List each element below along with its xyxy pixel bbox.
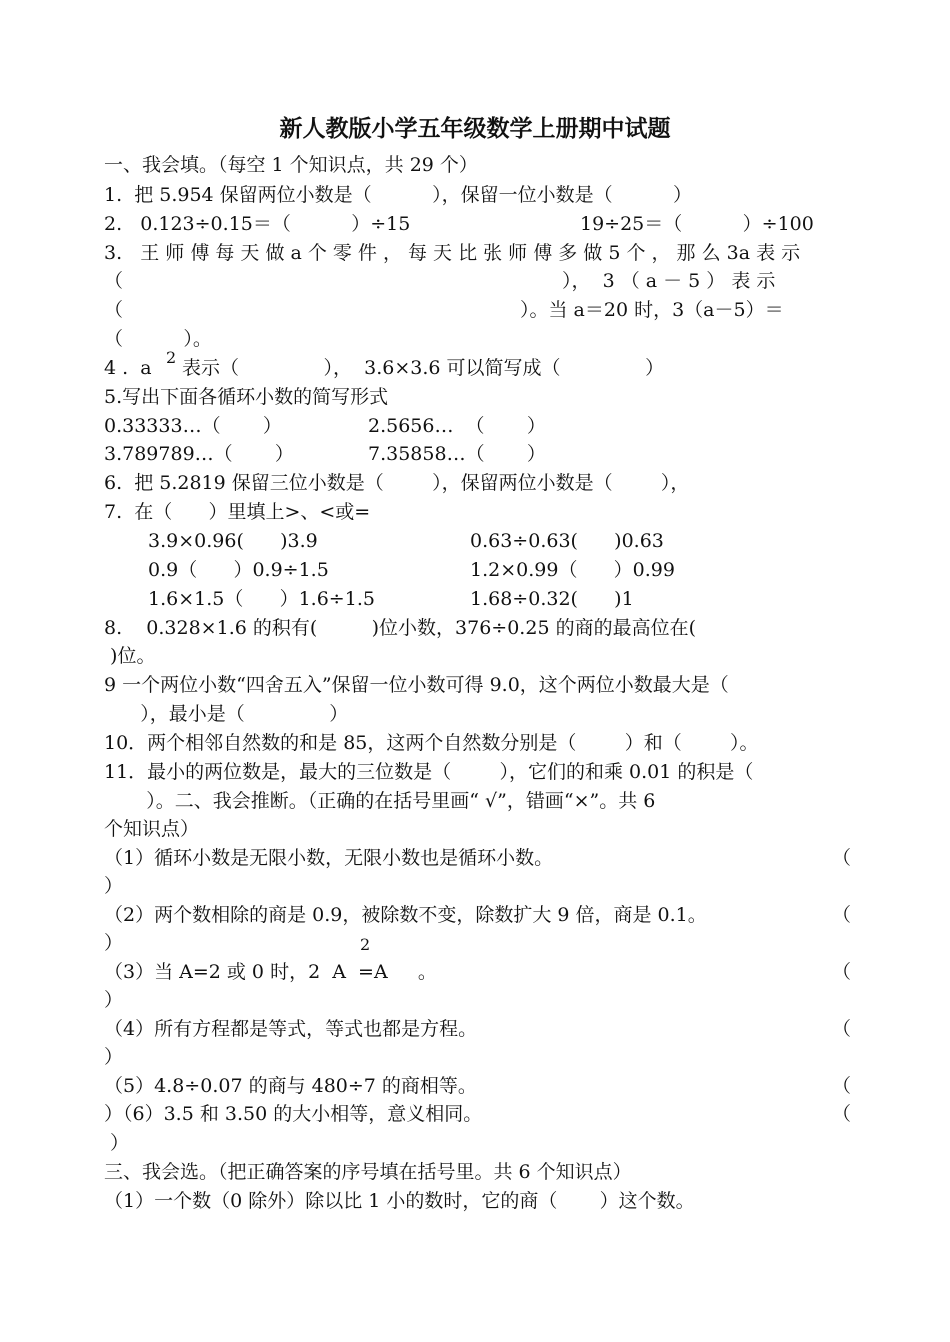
question-5: 5.写出下面各循环小数的简写形式: [104, 386, 389, 408]
question-9-line2: ），最小是（ ）: [104, 703, 349, 725]
question-9: 9 一个两位小数“四舍五入”保留一位小数可得 9.0，这个两位小数最大是（: [104, 674, 729, 696]
judge-3-exponent: 2: [360, 935, 371, 954]
question-2a: 2. 0.123÷0.15＝（ ）÷15: [104, 213, 411, 235]
question-11: 11．最小的两位数是，最大的三位数是（ ），它们的和乘 0.01 的积是（: [104, 761, 754, 783]
section-3-heading: 三、我会选。（把正确答案的序号填在括号里。共 6 个知识点）: [104, 1161, 632, 1183]
judge-1-bracket: （: [832, 847, 852, 869]
question-7: 7. 在（ ）里填上>、<或=: [104, 501, 371, 523]
question-3-line2-open: （: [104, 270, 124, 292]
question-5-item-b: 2.5656… （ ）: [368, 415, 546, 437]
judge-6: ）（6）3.5 和 3.50 的大小相等，意义相同。: [104, 1103, 483, 1125]
section-1-heading: 一、我会填。（每空 1 个知识点，共 29 个）: [104, 154, 478, 176]
question-4-prefix: 4 . a: [104, 357, 152, 379]
question-4: 表示（ ）， 3.6×3.6 可以简写成（ ）: [182, 357, 665, 379]
question-3-line3: ）。当 a＝20 时，3（a－5）＝: [520, 299, 784, 321]
section-2-heading-line2: 个知识点）: [104, 818, 200, 840]
question-7-item-e: 1.6×1.5（ ）1.6÷1.5: [148, 588, 375, 610]
question-4-exponent: 2: [166, 348, 177, 367]
question-3-line4: （ ）。: [104, 328, 212, 350]
section-2-heading: ）。二、我会推断。（正确的在括号里画“ √”，错画“×”。共 6: [104, 790, 656, 812]
question-2b: 19÷25＝（ ）÷100: [580, 213, 814, 235]
question-3: 3. 王 师 傅 每 天 做 a 个 零 件 ， 每 天 比 张 师 傅 多 做 5 个 ， 那 么 3a 表 示: [104, 242, 801, 264]
question-3-line3-open: （: [104, 299, 124, 321]
question-7-item-f: 1.68÷0.32( )1: [470, 588, 634, 610]
question-7-item-d: 1.2×0.99（ ）0.99: [470, 559, 675, 581]
judge-2-close: ）: [104, 932, 124, 954]
judge-3: （3）当 A=2 或 0 时，2 A =A 。: [104, 961, 437, 983]
question-7-item-a: 3.9×0.96( )3.9: [148, 530, 318, 552]
judge-3-bracket: （: [832, 961, 852, 983]
question-8-line2: )位。: [104, 645, 156, 667]
judge-6-close: ）: [104, 1132, 130, 1154]
judge-1-close: ）: [104, 875, 124, 897]
question-6: 6. 把 5.2819 保留三位小数是（ ），保留两位小数是（ ），: [104, 472, 690, 494]
question-10: 10．两个相邻自然数的和是 85，这两个自然数分别是（ ）和（ ）。: [104, 732, 759, 754]
judge-4-bracket: （: [832, 1018, 852, 1040]
judge-2-bracket: （: [832, 904, 852, 926]
question-5-item-a: 0.33333…（ ）: [104, 415, 282, 437]
judge-3-close: ）: [104, 989, 124, 1011]
judge-6-bracket: （: [832, 1103, 852, 1125]
question-8: 8. 0.328×1.6 的积有( )位小数，376÷0.25 的商的最高位在(: [104, 617, 696, 639]
judge-1: （1）循环小数是无限小数，无限小数也是循环小数。: [104, 847, 554, 869]
judge-5-bracket: （: [832, 1075, 852, 1097]
question-1: 1. 把 5.954 保留两位小数是（ ），保留一位小数是（ ）: [104, 184, 692, 206]
judge-2: （2）两个数相除的商是 0.9，被除数不变，除数扩大 9 倍，商是 0.1。: [104, 904, 707, 926]
question-7-item-c: 0.9（ ）0.9÷1.5: [148, 559, 329, 581]
choice-1: （1）一个数（0 除外）除以比 1 小的数时，它的商（ ）这个数。: [104, 1190, 695, 1212]
judge-5: （5）4.8÷0.07 的商与 480÷7 的商相等。: [104, 1075, 477, 1097]
question-7-item-b: 0.63÷0.63( )0.63: [470, 530, 664, 552]
judge-4-close: ）: [104, 1046, 124, 1068]
judge-4: （4）所有方程都是等式，等式也都是方程。: [104, 1018, 478, 1040]
question-5-item-c: 3.789789…（ ）: [104, 443, 294, 465]
question-5-item-d: 7.35858…（ ）: [368, 443, 546, 465]
question-3-line2: ）， 3 （ a － 5 ） 表 示: [562, 270, 776, 292]
document-title: 新人教版小学五年级数学上册期中试题: [279, 116, 671, 142]
